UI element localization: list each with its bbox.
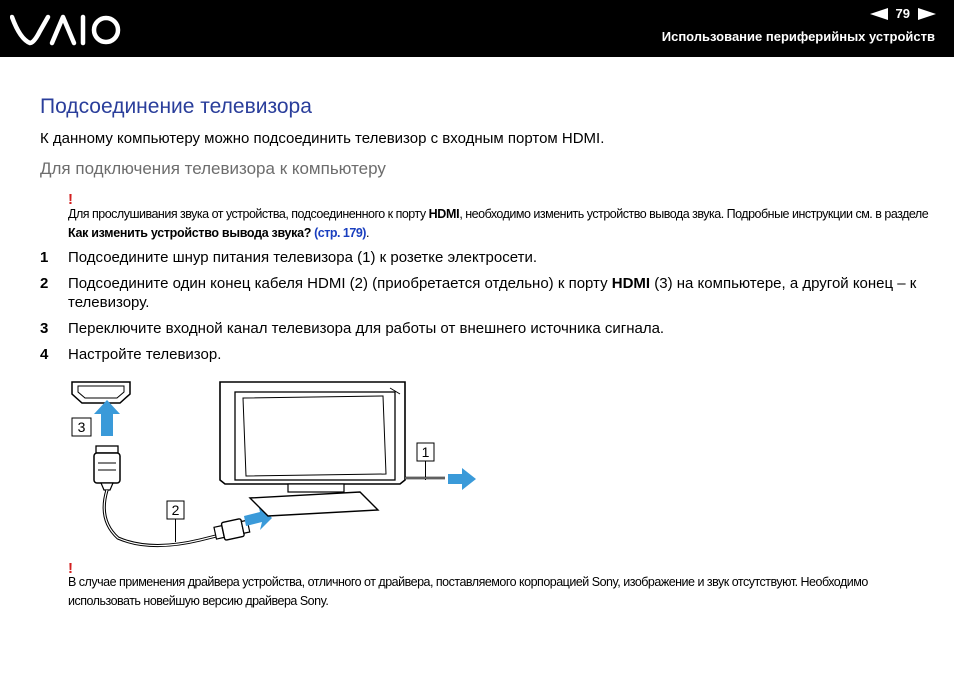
intro-text: К данному компьютеру можно подсоединить телевизор с входным портом HDMI. — [40, 130, 605, 147]
note-audio: Для прослушивания звука от устройства, подсоединенного к порту HDMI, необходимо изменить устройство вывода звука. Подробные инструкции см. в разделе Как изменить устройство вывода звука? (стр. 179). — [68, 207, 929, 240]
vaio-logo-icon — [10, 9, 122, 49]
svg-text:3: 3 — [77, 419, 86, 435]
svg-text:2: 2 — [171, 502, 180, 518]
warning-icon: ! — [68, 191, 73, 208]
page-title: Подсоединение телевизора — [40, 95, 312, 118]
arrow-power-icon — [448, 468, 476, 490]
tv-icon — [220, 382, 405, 516]
svg-text:1: 1 — [421, 444, 430, 460]
page-number: 79 — [895, 6, 910, 21]
note-reference: Как изменить устройство вывода звука? — [68, 226, 312, 240]
callout-1 — [417, 443, 434, 480]
hdmi-plug-tv-icon — [213, 517, 250, 542]
connection-diagram — [60, 370, 500, 560]
section-title: Использование периферийных устройств — [661, 29, 935, 44]
page-link[interactable]: (стр. 179) — [314, 226, 366, 240]
hdmi-port-icon — [72, 382, 130, 403]
hdmi-plug-icon — [94, 446, 120, 490]
previous-page-icon[interactable] — [870, 8, 888, 20]
next-page-icon[interactable] — [918, 8, 936, 20]
callout-3 — [72, 418, 91, 436]
arrow-up-icon — [94, 400, 120, 436]
warning-icon-2: ! — [68, 560, 73, 577]
callout-2 — [167, 501, 184, 542]
hdmi-cable — [104, 490, 220, 546]
note-driver: В случае применения драйвера устройства, отличного от драйвера, поставляемого корпорацией Sony, изображение и звук отсутствуют. Необходимо использовать новейшую версию драйвера Sony. — [68, 575, 868, 608]
subtitle: Для подключения телевизора к компьютеру — [40, 159, 386, 178]
page-navigation — [870, 6, 936, 21]
page-header — [0, 0, 954, 57]
